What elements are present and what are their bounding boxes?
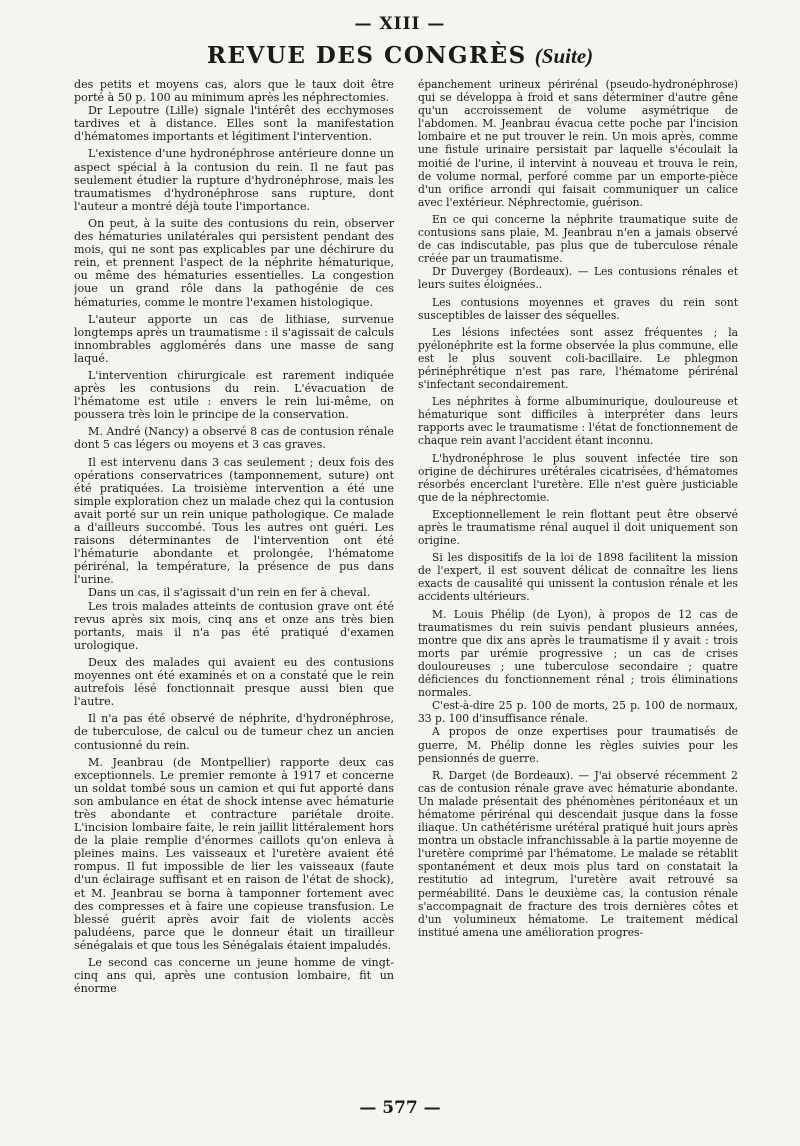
paragraph: A propos de onze expertises pour traumatisés de guerre, M. Phélip donne les règles suivies pour les pensionnés de guerre.	[418, 725, 738, 765]
two-column-body	[74, 78, 738, 1094]
paragraph: C'est-à-dire 25 p. 100 de morts, 25 p. 100 de normaux, 33 p. 100 d'insuffisance rénale.	[418, 699, 738, 726]
page-number: — 577 —	[359, 1098, 441, 1118]
paragraph: M. Louis Phélip (de Lyon), à propos de 12 cas de traumatismes du rein suivis pendant plusieurs années, montre que dix ans après le traumatisme il y avait : trois morts par urémie progressive ; un cas de crises douloureuses ; une tuberculose secondaire ; quatre déficiences du fonctionnement rénal ; trois éliminations normales.	[418, 607, 738, 700]
paragraph: Si les dispositifs de la loi de 1898 facilitent la mission de l'expert, il est souvent délicat de connaître les liens exacts de causalité qui unissent la contusion rénale et les accidents ultérieurs.	[418, 551, 738, 604]
paragraph: des petits et moyens cas, alors que le taux doit être porté à 50 p. 100 au minimum après les néphrectomies.	[74, 78, 394, 105]
paragraph: Dans un cas, il s'agissait d'un rein en fer à cheval.	[88, 586, 371, 600]
paragraph: Dr Lepoutre (Lille) signale l'intérêt des ecchymoses tardives et à distance. Elles sont la manifestation d'hématomes importants et légitiment l'intervention.	[74, 104, 394, 144]
paragraph: L'intervention chirurgicale est rarement indiquée après les contusions du rein. L'évacuation de l'hématome est utile : envers le rein lui-même, on poussera très loin le principe de la conservation.	[74, 368, 394, 422]
paragraph: Il n'a pas été observé de néphrite, d'hydronéphrose, de tuberculose, de calcul ou de tumeur chez un ancien contusionné du rein.	[74, 712, 394, 752]
paragraph: M. Jeanbrau (de Montpellier) rapporte deux cas exceptionnels. Le premier remonte à 1917 et concerne un soldat tombé sous un camion et qui fut apporté dans son ambulance en état de shock intense avec hématurie très abondante et contracture pariétale droite. L'incision lombaire faite, le rein jaillit littéralement hors de la plaie remplie d'énormes caillots qu'on enleva à pleines mains. Les vaisseaux et l'uretère avaient été rompus. Il fut impossible de lier les vaisseaux (faute d'un éclairage suffisant et en raison de l'état de shock), et M. Jeanbrau se borna à tamponner fortement avec des compresses et à faire une copieuse transfusion. Le blessé guérit après avoir fait de violents accès paludéens, parce que le donneur était un tirailleur sénégalais et que tous les Sénégalais étaient impaludés.	[74, 755, 394, 952]
paragraph: Exceptionnellement le rein flottant peut être observé après le traumatisme rénal auquel il doit uniquement son origine.	[418, 507, 738, 548]
paragraph: R. Darget (de Bordeaux). — J'ai observé récemment 2 cas de contusion rénale grave avec hématurie abondante. Un malade présentait des phénomènes péritonéaux et un hématome périrénal qui descendait jusque dans la fosse iliaque. Un cathétérisme urétéral pratiqué huit jours après montra un obstacle infranchissable à la partie moyenne de l'uretère comprimé par l'hématome. Le malade se rétablit spontanément et deux mois plus tard on constatait la restitutio ad integrum, l'uretère avait retrouvé sa perméabilité. Dans le deuxième cas, la contusion rénale s'accompagnait de fracture des trois dernières côtes et d'un volumineux hématome. Le traitement médical institué amena une amélioration progres-	[418, 768, 738, 939]
paragraph: L'existence d'une hydronéphrose antérieure donne un aspect spécial à la contusion du rein. Il ne faut pas seulement étudier la rupture d'hydronéphrose, mais les traumatismes d'hydronéphrose sans rupture, dont l'auteur a montré déjà toute l'importance.	[74, 147, 394, 213]
left-column	[74, 78, 394, 1094]
paragraph: L'hydronéphrose le plus souvent infectée tire son origine de déchirures urétérales cicatrisées, d'hématomes résorbés encerclant l'uretère. Elle n'est guère justiciable que de la néphrectomie.	[418, 451, 738, 504]
paragraph: L'auteur apporte un cas de lithiase, survenue longtemps après un traumatisme : il s'agissait de calculs innombrables agglomérés dans une masse de sang laqué.	[74, 312, 394, 365]
paragraph: Dr Duvergey (Bordeaux). — Les contusions rénales et leurs suites éloignées..	[418, 265, 738, 292]
header-suite: (Suite)	[534, 44, 594, 68]
paragraph: Les néphrites à forme albuminurique, douloureuse et hématurique sont difficiles à interpréter dans leurs rapports avec le traumatisme : l'état de fonctionnement de chaque rein avant l'accident étant inconnu.	[418, 395, 738, 448]
right-column	[418, 78, 738, 1094]
running-header	[0, 42, 800, 69]
header-title: REVUE DES CONGRÈS	[206, 42, 527, 69]
paragraph: Les trois malades atteints de contusion grave ont été revus après six mois, cinq ans et onze ans très bien portants, mais il n'a pas été pratiqué d'examen urologique.	[74, 599, 394, 652]
paragraph: Les lésions infectées sont assez fréquentes ; la pyélonéphrite est la forme observée la plus commune, elle est le plus souvent coli-bacillaire. Le phlegmon périnéphrétique n'est pas rare, l'hématome périrénal s'infectant secondairement.	[418, 325, 738, 392]
paragraph: On peut, à la suite des contusions du rein, observer des hématuries unilatérales qui persistent pendant des mois, qui ne sont pas explicables par une déchirure du rein, et prennent l'aspect de la néphrite hématurique, ou même des hématuries essentielles. La congestion joue un grand rôle dans la pathogénie de ces hématuries, comme le montre l'examen histologique.	[74, 216, 394, 309]
paragraph: Le second cas concerne un jeune homme de vingt-cinq ans qui, après une contusion lombaire, fit un énorme	[74, 956, 394, 996]
paragraph: En ce qui concerne la néphrite traumatique suite de contusions sans plaie, M. Jeanbrau n'en a jamais observé de cas indiscutable, pas plus que de tuberculose rénale créée par un traumatisme.	[418, 212, 738, 266]
roman-page-number: — XIII —	[354, 14, 446, 34]
paragraph: épanchement urineux périrénal (pseudo-hydronéphrose) qui se développa à froid et sans déterminer d'autre gêne qu'un accroissement de volume asymétrique de l'abdomen. M. Jeanbrau évacua cette poche par l'incision lombaire et ne put trouver le rein. Un mois après, comme une fistule urinaire persistait par laquelle s'écoulait la moitié de l'urine, il intervint à nouveau et trouva le rein, de volume normal, perforé comme par un emporte-pièce d'un orifice arrondi qui faisait communiquer un calice avec l'extérieur. Néphrectomie, guérison.	[418, 78, 738, 209]
paragraph: M. André (Nancy) a observé 8 cas de contusion rénale dont 5 cas légers ou moyens et 3 cas graves.	[74, 425, 394, 452]
paragraph: Il est intervenu dans 3 cas seulement ; deux fois des opérations conservatrices (tamponnement, suture) ont été pratiquées. La troisième intervention a été une simple exploration chez un malade chez qui la contusion avait porté sur un rein unique pathologique. Ce malade a d'ailleurs succombé. Tous les autres ont guéri. Les raisons déterminantes de l'intervention ont été l'hématurie abondante et prolongée, l'hématome périrénal, la température, la présence de pus dans l'urine.	[74, 455, 394, 587]
paragraph: Les contusions moyennes et graves du rein sont susceptibles de laisser des séquelles.	[418, 295, 738, 322]
paragraph: Deux des malades qui avaient eu des contusions moyennes ont été examinés et on a constaté que le rein autrefois lésé fonctionnait presque aussi bien que l'autre.	[74, 655, 394, 709]
